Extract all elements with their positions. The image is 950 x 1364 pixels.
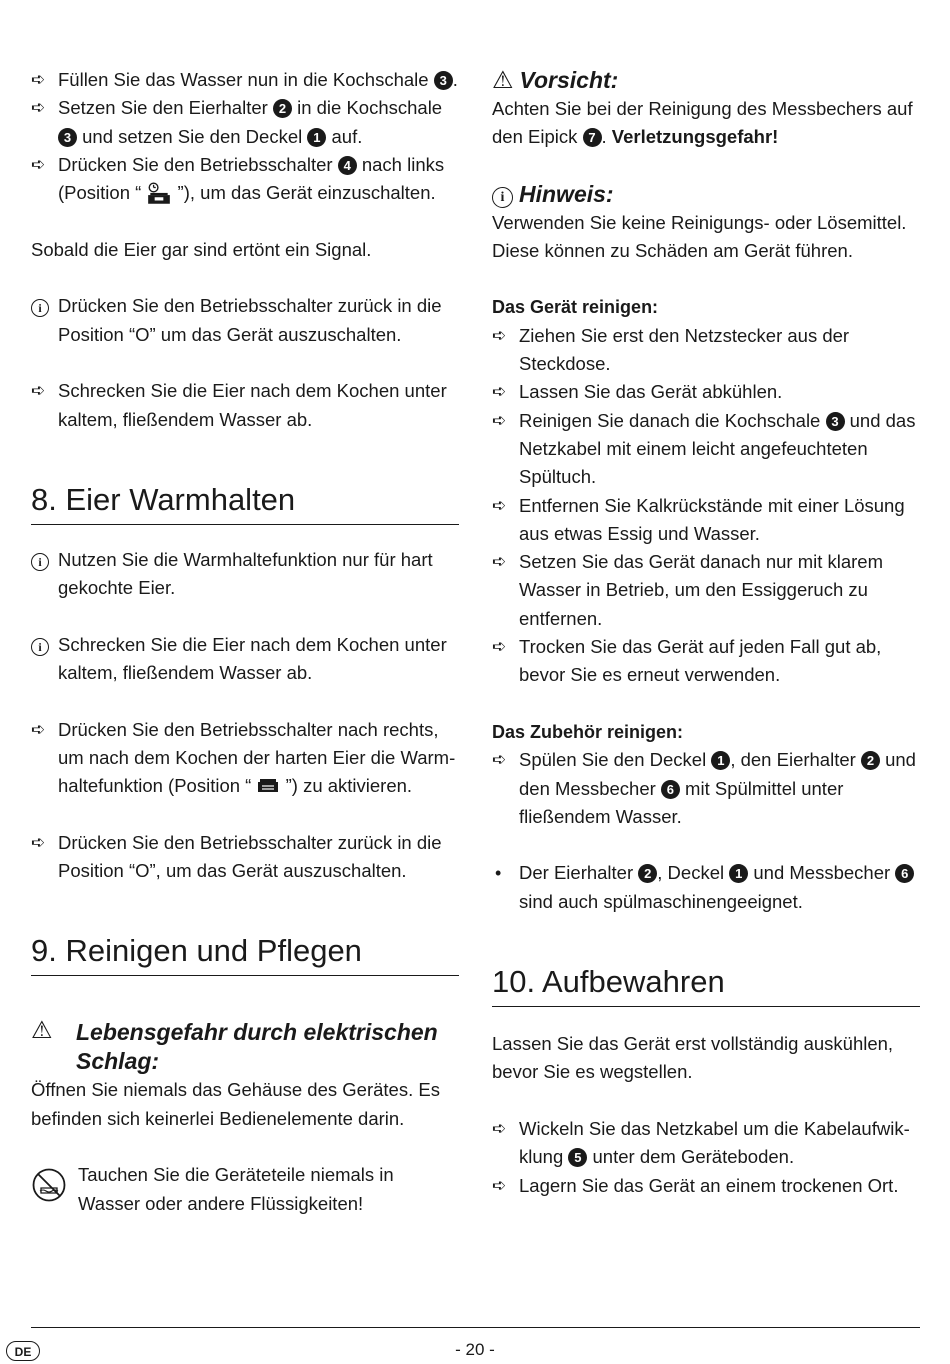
part-number-badge: 4	[338, 156, 357, 175]
caution-heading: ⚠ Vorsicht:	[492, 67, 619, 94]
keep-warm-icon	[256, 774, 280, 796]
part-number-badge: 1	[307, 128, 326, 147]
part-number-badge: 7	[583, 128, 602, 147]
list-item: ➪ Füllen Sie das Wasser nun in die Kochschale 3 .	[31, 66, 459, 94]
arrow-icon: ➪	[31, 832, 46, 852]
list-item: ➪ Drücken Sie den Betriebsschalter 4 nach links (Position “ ”), um das Gerät einzuschalten.	[31, 151, 459, 208]
list-item: ➪ Reinigen Sie danach die Kochschale 3 und das Netzkabel mit einem leicht angefeuchteten Spültuch.	[492, 407, 920, 492]
part-number-badge: 6	[895, 864, 914, 883]
info-item: i Schrecken Sie die Eier nach dem Kochen unter kaltem, fließendem Wasser ab.	[31, 631, 459, 688]
language-badge: DE	[6, 1341, 40, 1361]
arrow-icon: ➪	[31, 70, 46, 89]
part-number-badge: 2	[861, 751, 880, 770]
warning-icon: ⚠	[492, 67, 514, 94]
part-number-badge: 5	[568, 1148, 587, 1167]
info-item: i Drücken Sie den Betriebsschalter zurück in die Position “O” um das Gerät auszuschalten.	[31, 292, 459, 349]
right-column	[492, 66, 920, 1200]
arrow-icon: ➪	[31, 154, 46, 174]
arrow-icon: ➪	[492, 750, 507, 770]
caution-text: Achten Sie bei der Reinigung des Messbechers auf den Eipick 7 . Verletzungsgefahr!	[492, 98, 913, 148]
part-number-badge: 2	[273, 99, 292, 118]
list-item: ➪ Setzen Sie den Eierhalter 2 in die Kochschale 3 und setzen Sie den Deckel 1 auf.	[31, 94, 459, 151]
part-number-badge: 3	[434, 71, 453, 90]
list-item: ➪ Ziehen Sie erst den Netzstecker aus der Steckdose.	[492, 322, 920, 379]
part-number-badge: 3	[826, 412, 845, 431]
part-number-badge: 2	[638, 864, 657, 883]
footer-divider	[31, 1327, 920, 1328]
left-column	[31, 66, 459, 1218]
clean-device-title: Das Gerät reinigen:	[492, 297, 659, 318]
arrow-icon: ➪	[492, 552, 507, 572]
list-item: ➪ Trocken Sie das Gerät auf jeden Fall gut ab, bevor Sie es erneut verwenden.	[492, 633, 920, 690]
danger-heading: ⚠ Lebensgefahr durch elektrischen Schlag:	[31, 1017, 438, 1075]
part-number-badge: 3	[58, 128, 77, 147]
section-9-title: 9. Reinigen und Pflegen	[31, 931, 459, 976]
part-number-badge: 1	[729, 864, 748, 883]
arrow-icon: ➪	[492, 637, 507, 657]
list-item: ➪ Wickeln Sie das Netzkabel um die Kabelaufwik-klung 5 unter dem Geräteboden.	[492, 1115, 920, 1172]
info-icon: i	[492, 187, 513, 208]
danger-text: Öffnen Sie niemals das Gehäuse des Gerätes. Es befinden sich keinerlei Bedienelemente darin.	[31, 1079, 440, 1129]
list-item: ➪ Lassen Sie das Gerät abkühlen.	[492, 378, 920, 406]
note-text: Verwenden Sie keine Reinigungs- oder Lösemittel. Diese können zu Schäden am Gerät führen.	[492, 211, 907, 261]
part-number-badge: 1	[711, 751, 730, 770]
page-number: - 20 -	[455, 1340, 495, 1359]
warning-icon: ⚠	[31, 1017, 53, 1045]
list-item: ➪ Entfernen Sie Kalkrückstände mit einer Lösung aus etwas Essig und Wasser.	[492, 492, 920, 549]
list-item: ➪ Schrecken Sie die Eier nach dem Kochen unter kaltem, fließendem Wasser ab.	[31, 377, 459, 434]
no-immersion-icon	[31, 1167, 67, 1203]
arrow-icon: ➪	[492, 325, 507, 345]
list-item: ➪ Setzen Sie das Gerät danach nur mit klarem Wasser in Betrieb, um den Essiggeruch zu entfernen.	[492, 548, 920, 633]
list-item: ➪ Lagern Sie das Gerät an einem trockenen Ort.	[492, 1172, 920, 1200]
timer-cooker-icon	[146, 182, 172, 206]
clean-accessories-title: Das Zubehör reinigen:	[492, 721, 684, 742]
info-icon: i	[31, 638, 49, 656]
bullet-item: • Der Eierhalter 2 , Deckel 1 und Messbecher 6 sind auch spülmaschinengeeignet.	[492, 859, 920, 916]
arrow-icon: ➪	[492, 495, 507, 515]
arrow-icon: ➪	[492, 410, 507, 430]
arrow-icon: ➪	[492, 382, 507, 402]
note-heading: i Hinweis:	[492, 180, 920, 209]
bullet-icon: •	[495, 863, 502, 884]
water-warning: Tauchen Sie die Geräteteile niemals in Wasser oder andere Flüssigkeiten!	[31, 1161, 459, 1218]
section-8-title: 8. Eier Warmhalten	[31, 480, 459, 525]
arrow-icon: ➪	[31, 719, 46, 739]
arrow-icon: ➪	[31, 381, 46, 401]
arrow-icon: ➪	[492, 1175, 507, 1195]
section-10-title: 10. Aufbewahren	[492, 962, 920, 1007]
signal-text: Sobald die Eier gar sind ertönt ein Signal.	[31, 238, 372, 260]
info-item: i Nutzen Sie die Warmhaltefunktion nur für hart gekochte Eier.	[31, 546, 459, 603]
arrow-icon: ➪	[492, 1118, 507, 1138]
part-number-badge: 6	[661, 780, 680, 799]
store-text: Lassen Sie das Gerät erst vollständig auskühlen, bevor Sie es wegstellen.	[492, 1033, 894, 1083]
list-item: ➪ Drücken Sie den Betriebsschalter zurück in die Position “O”, um das Gerät auszuschalten.	[31, 829, 459, 886]
list-item: ➪ Drücken Sie den Betriebsschalter nach rechts, um nach dem Kochen der harten Eier die Warm-haltefunktion (Position “ ”) zu aktivieren.	[31, 716, 459, 801]
list-item: ➪ Spülen Sie den Deckel 1 , den Eierhalter 2 und den Messbecher 6 mit Spülmittel unter fließendem Wasser.	[492, 746, 920, 831]
info-icon: i	[31, 299, 49, 317]
arrow-icon: ➪	[31, 98, 46, 118]
info-icon: i	[31, 553, 49, 571]
